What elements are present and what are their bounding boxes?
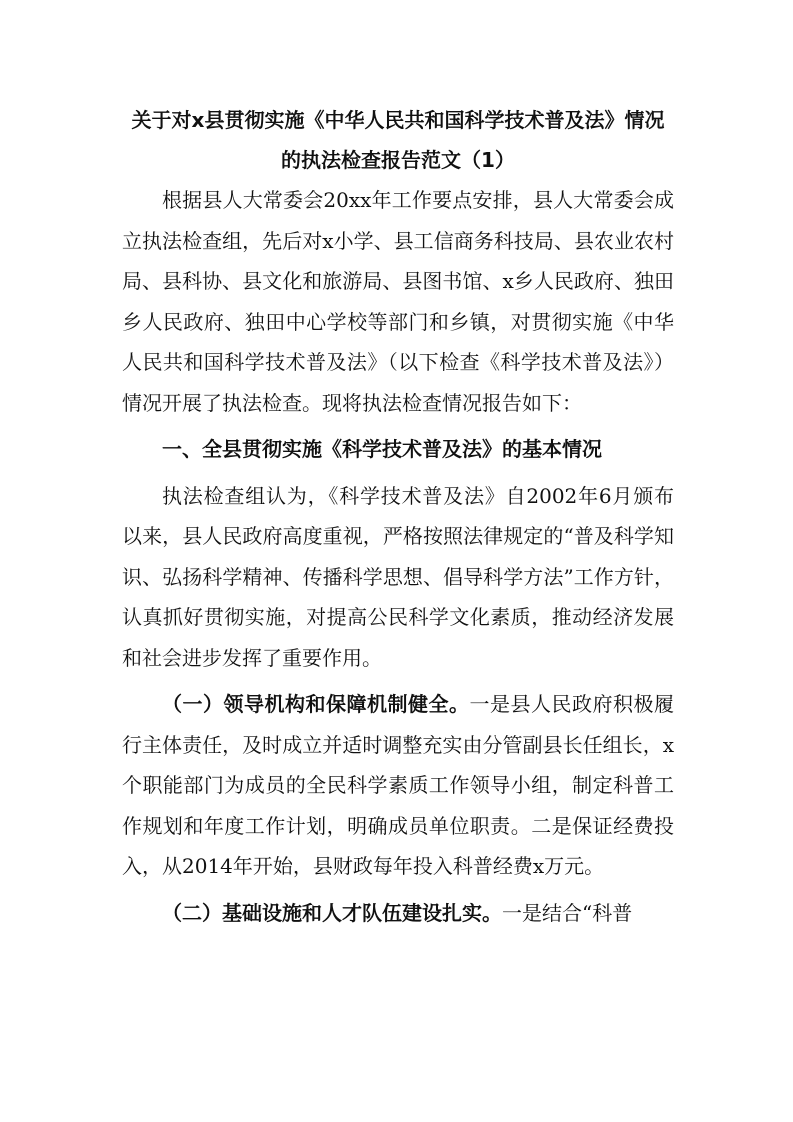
section-heading-1: 一、全县贯彻实施《科学技术普及法》的基本情况 <box>162 437 602 461</box>
section-1-paragraph: 执法检查组认为，《科学技术普及法》自2002年6月颁布以来，县人民政府高度重视，严格按照法律规定的“普及科学知识、弘扬科学精神、传播科学思想、倡导科学方法”工作方针，认真抓好贯彻实施，对提高公民科学文化素质，推动经济发展和社会进步发挥了重要作用。 <box>122 483 674 670</box>
subsection-2-body: 一是结合“科普 <box>502 900 633 925</box>
subsection-2-paragraph <box>122 893 674 934</box>
subsection-1-lead: （一）领导机构和保障机制健全。 <box>162 692 470 716</box>
intro-paragraph: 根据县人大常委会20xx年工作要点安排，县人大常委会成立执法检查组，先后对x小学、县工信商务科技局、县农业农村局、县科协、县文化和旅游局、县图书馆、x乡人民政府、独田乡人民政府、独田中心学校等部门和乡镇，对贯彻实施《中华人民共和国科学技术普及法》（以下检查《科学技术普及法》）情况开展了执法检查。现将执法检查情况报告如下： <box>122 188 674 415</box>
subsection-1-paragraph <box>122 684 674 887</box>
subsection-2-lead: （二）基础设施和人才队伍建设扎实。 <box>162 900 502 925</box>
subsection-1-body: 一是县人民政府积极履行主体责任，及时成立并适时调整充实由分管副县长任组长，x个职能部门为成员的全民科学素质工作领导小组，制定科普工作规划和年度工作计划，明确成员单位职责。二是保证经费投入，从2014年开始，县财政每年投入科普经费x万元。 <box>122 692 674 878</box>
document-body <box>122 100 674 933</box>
document-title: 关于对x县贯彻实施《中华人民共和国科学技术普及法》情况的执法检查报告范文（1） <box>131 108 665 172</box>
